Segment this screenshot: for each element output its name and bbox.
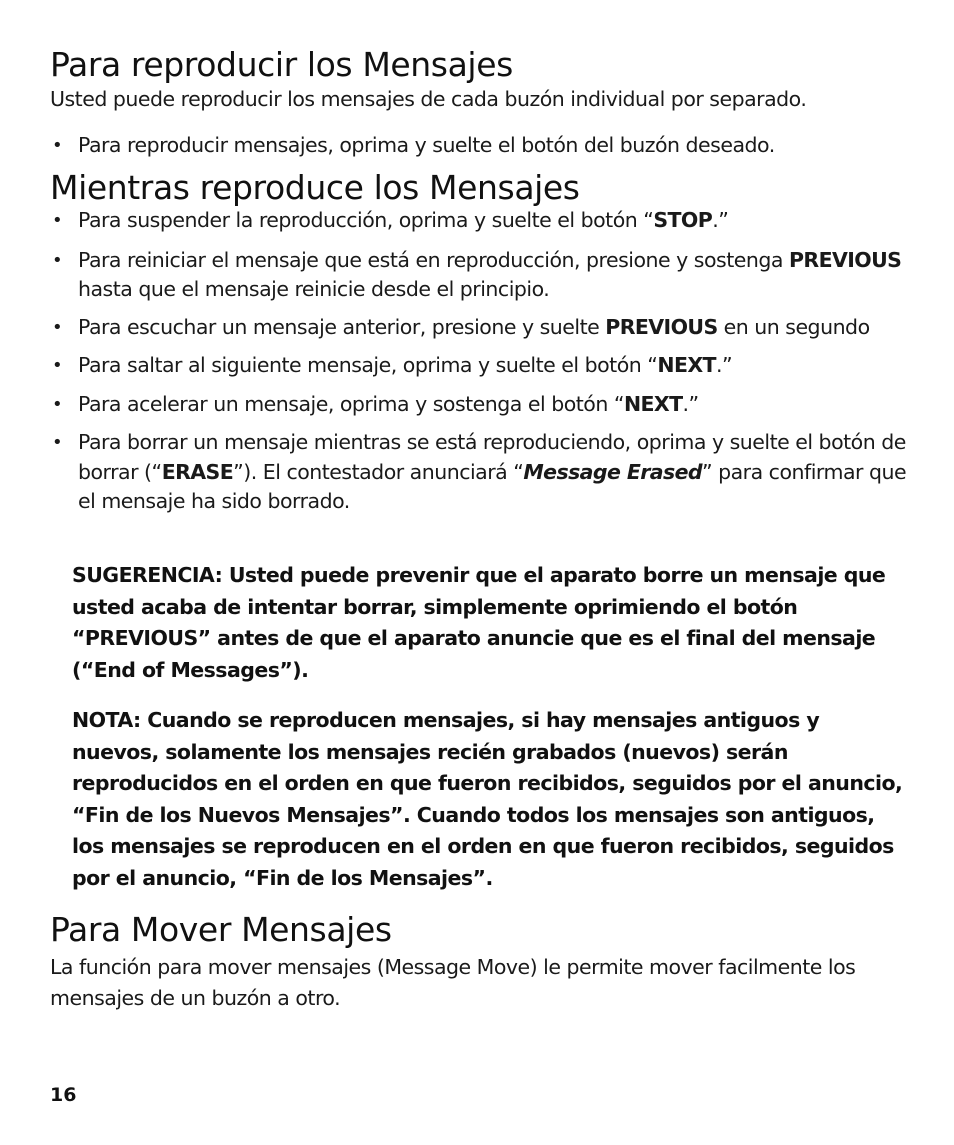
key-label: PREVIOUS xyxy=(788,247,902,272)
key-label: NEXT xyxy=(623,391,683,416)
list-item: • Para saltar al siguiente mensaje, oprima y suelte el botón “NEXT.” xyxy=(50,351,920,381)
bullet-icon: • xyxy=(52,316,63,338)
bullet-icon: • xyxy=(52,210,63,231)
key-label: STOP xyxy=(653,208,713,232)
list-item: • Para suspender la reproducción, oprima y suelte el botón “STOP.” xyxy=(50,206,920,236)
key-label: ERASE xyxy=(161,459,234,484)
list-item: • Para reiniciar el mensaje que está en reproducción, presione y sostenga PREVIOUS hasta que el mensaje reinicie desde el principio. xyxy=(52,247,902,301)
list-item: • Para borrar un mensaje mientras se está reproduciendo, oprima y suelte el botón de borrar (“ERASE”). El contestador anunciará “Message Erased” para confirmar que el mensaje ha sido borrado. xyxy=(52,430,907,513)
section-intro-mover: La función para mover mensajes (Message Move) le permite mover facilmente los mensajes de un buzón a otro. xyxy=(50,955,856,1010)
bullet-icon: • xyxy=(52,393,63,415)
list-item: • Para acelerar un mensaje, oprima y sostenga el botón “NEXT.” xyxy=(50,390,920,420)
note-callout: NOTA: Cuando se reproducen mensajes, si hay mensajes antiguos y nuevos, solamente los mensajes recién grabados (nuevos) serán reproducidos en el orden en que fueron recibidos, seguidos por el anuncio, “Fin de los Nuevos Mensajes”. Cuando todos los mensajes son antiguos, los mensajes se reproducen en el orden en que fueron recibidos, seguidos por el anuncio, “Fin de los Mensajes”. xyxy=(72,708,903,890)
bullet-icon: • xyxy=(52,249,63,271)
list-item: • Para reproducir mensajes, oprima y suelte el botón del buzón deseado. xyxy=(50,131,920,161)
key-label: NEXT xyxy=(657,353,716,377)
bullet-list-mientras xyxy=(50,206,920,517)
key-label: PREVIOUS xyxy=(605,314,718,339)
tip-callout: SUGERENCIA: Usted puede prevenir que el aparato borre un mensaje que usted acaba de intentar borrar, simplemente oprimiendo el botón “PREVIOUS” antes de que el aparato anuncie que es el final del mensaje (“End of Messages”). xyxy=(72,563,886,682)
list-item: • Para escuchar un mensaje anterior, presione y suelte PREVIOUS en un segundo xyxy=(50,313,920,343)
bullet-icon: • xyxy=(52,355,63,376)
bullet-list-reproducir xyxy=(50,131,920,161)
section-heading-mientras: Mientras reproduce los Mensajes xyxy=(50,168,580,207)
section-heading-mover: Para Mover Mensajes xyxy=(50,910,392,949)
section-intro-reproducir: Usted puede reproducir los mensajes de cada buzón individual por separado. xyxy=(50,87,807,111)
announcement-label: Message Erased xyxy=(523,459,702,484)
page-number: 16 xyxy=(50,1084,77,1106)
section-heading-reproducir: Para reproducir los Mensajes xyxy=(50,45,513,84)
bullet-icon: • xyxy=(52,135,63,156)
bullet-icon: • xyxy=(52,432,63,453)
